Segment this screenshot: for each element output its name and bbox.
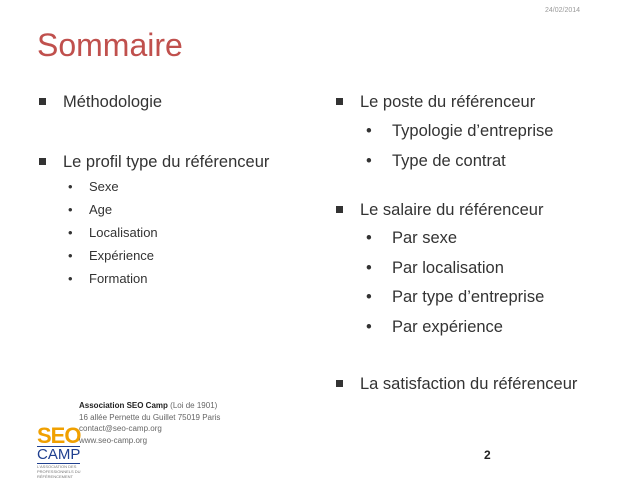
dot-bullet-icon: • [68, 179, 73, 194]
square-bullet-icon [336, 98, 343, 105]
square-bullet-icon [39, 98, 46, 105]
dot-bullet-icon: • [366, 288, 372, 306]
page-number: 2 [484, 448, 491, 462]
subitem-age: • Age [89, 198, 327, 221]
website-link[interactable]: www.seo-camp.org [79, 435, 148, 445]
logo-tagline: L'ASSOCIATION DES PROFESSIONNELS DU RÉFÉRENCEMENT [37, 464, 81, 479]
square-bullet-icon [336, 206, 343, 213]
bullet-label: Le poste du référenceur [360, 93, 536, 111]
slide-title: Sommaire [37, 27, 183, 63]
subitem-typologie: • Typologie d’entreprise [392, 117, 634, 147]
dot-bullet-icon: • [366, 122, 372, 140]
salaire-subitems [366, 224, 634, 342]
dot-bullet-icon: • [366, 258, 372, 277]
dot-bullet-icon: • [366, 317, 372, 336]
subitem-localisation: • Localisation [89, 221, 327, 244]
footer-address-block [79, 400, 220, 446]
dot-bullet-icon: • [68, 202, 73, 217]
subitem-formation: • Formation [89, 267, 327, 290]
org-name: Association SEO Camp [79, 401, 168, 410]
subitem-experience: • Expérience [89, 244, 327, 267]
profil-subitems [68, 175, 327, 290]
dot-bullet-icon: • [366, 229, 372, 247]
email-link[interactable]: contact@seo-camp.org [79, 424, 162, 433]
dot-bullet-icon: • [68, 225, 73, 240]
subitem-sexe: • Sexe [89, 175, 327, 198]
subitem-par-experience: • Par expérience [392, 313, 634, 343]
left-column [37, 92, 327, 290]
dot-bullet-icon: • [68, 248, 73, 263]
bullet-methodologie [37, 92, 327, 112]
org-status: (Loi de 1901) [170, 401, 218, 410]
postal-address: 16 allée Pernette du Guillet 75019 Paris [79, 412, 221, 422]
bullet-label: Le profil type du référenceur [63, 153, 270, 171]
bullet-label: Le salaire du référenceur [360, 201, 544, 219]
subitem-type-contrat: • Type de contrat [392, 147, 634, 177]
dot-bullet-icon: • [68, 271, 73, 286]
square-bullet-icon [336, 380, 343, 387]
subitem-par-sexe: • Par sexe [392, 224, 634, 254]
bullet-profil-type [37, 152, 327, 172]
bullet-label: Méthodologie [63, 93, 163, 111]
bullet-poste [334, 92, 634, 112]
org-line [79, 400, 220, 412]
logo-camp-text: CAMP [37, 446, 81, 463]
poste-subitems [366, 117, 634, 176]
bullet-satisfaction [334, 374, 634, 394]
bullet-salaire [334, 200, 634, 220]
slide-date: 24/02/2014 [545, 7, 581, 14]
subitem-par-type-entreprise: • Par type d’entreprise [392, 283, 634, 313]
dot-bullet-icon: • [366, 151, 372, 170]
subitem-par-localisation: • Par localisation [392, 254, 634, 284]
right-column [334, 92, 634, 394]
logo-seo-text: SEO [37, 423, 81, 448]
bullet-label: La satisfaction du référenceur [360, 375, 578, 393]
square-bullet-icon [39, 158, 46, 165]
